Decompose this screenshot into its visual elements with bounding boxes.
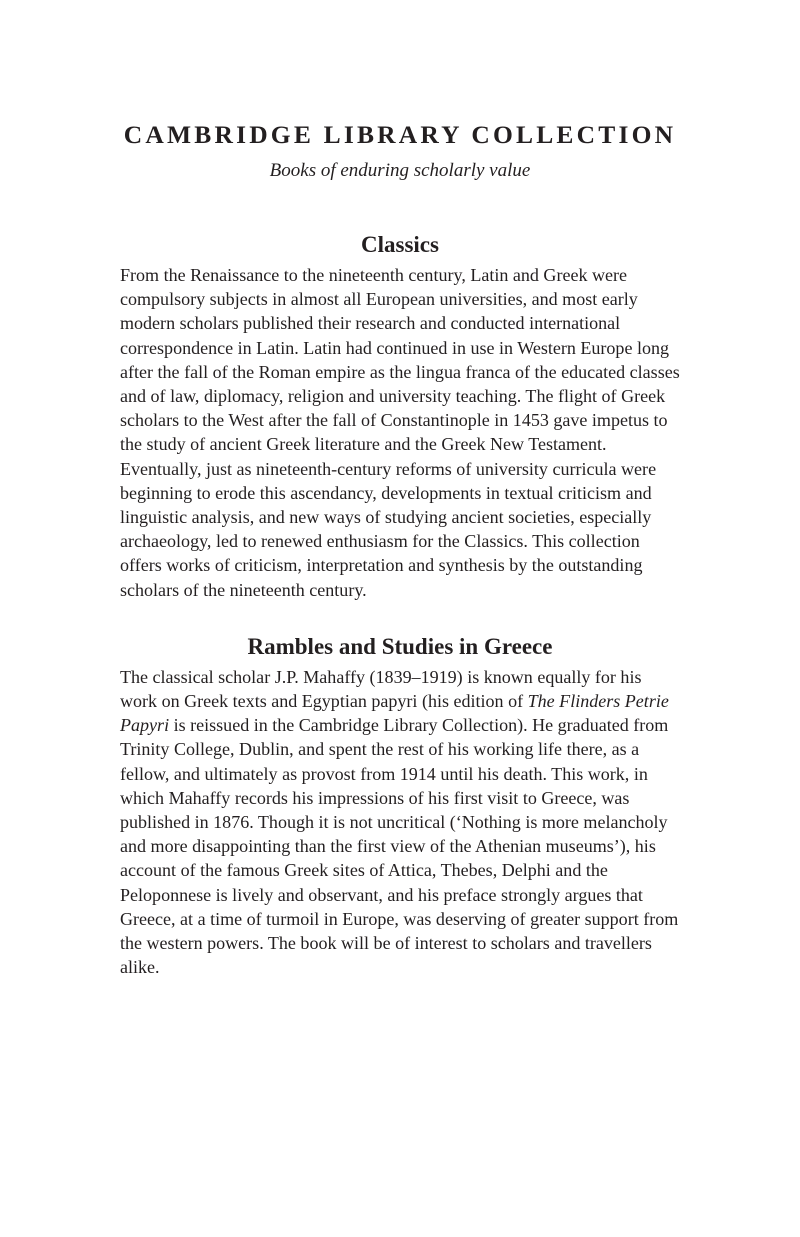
page <box>120 118 680 979</box>
book-body-part1: The classical scholar J.P. Mahaffy (1839–1919) is known equally for his work on Greek texts and Egyptian papyri (his edition of <box>120 666 642 712</box>
book-body <box>120 665 680 980</box>
book-title-italic: The Flinders Petrie Papyri <box>120 691 669 736</box>
classics-body: From the Renaissance to the nineteenth century, Latin and Greek were compulsory subjects in almost all European universities, and most early modern scholars published their research and conducted international correspondence in Latin. Latin had continued in use in Western Europe long after the fall of the Roman empire as the lingua franca of the educated classes and of law, diplomacy, religion and university teaching. The flight of Greek scholars to the West after the fall of Constantinople in 1453 gave impetus to the study of ancient Greek literature and the Greek New Testament. Eventually, just as nineteenth-century reforms of university curricula were beginning to erode this ascendancy, developments in textual criticism and linguistic analysis, and new ways of studying ancient societies, especially archaeology, led to renewed enthusiasm for the Classics. This collection offers works of criticism, interpretation and synthesis by the outstanding scholars of the nineteenth century. <box>120 265 680 600</box>
book-body-part2: is reissued in the Cambridge Library Collection). He graduated from Trinity College, Dublin, and spent the rest of his working life there, as a fellow, and ultimately as provost from 1914 until his death. This work, in which Mahaffy records his impressions of his first visit to Greece, was published in 1876. Though it is not uncritical (‘Nothing is more melancholy and more disappointing than the first view of the Athenian museums’), his account of the famous Greek sites of Attica, Thebes, Delphi and the Peloponnese is lively and observant, and his preface strongly argues that Greece, at a time of turmoil in Europe, was deserving of greater support from the western powers. The book will be of interest to scholars and travellers alike. <box>120 715 679 978</box>
section-heading-book: Rambles and Studies in Greece <box>247 633 553 659</box>
series-subtitle: Books of enduring scholarly value <box>269 160 531 181</box>
series-title: CAMBRIDGE LIBRARY COLLECTION <box>123 120 677 149</box>
section-heading-classics: Classics <box>361 232 439 257</box>
